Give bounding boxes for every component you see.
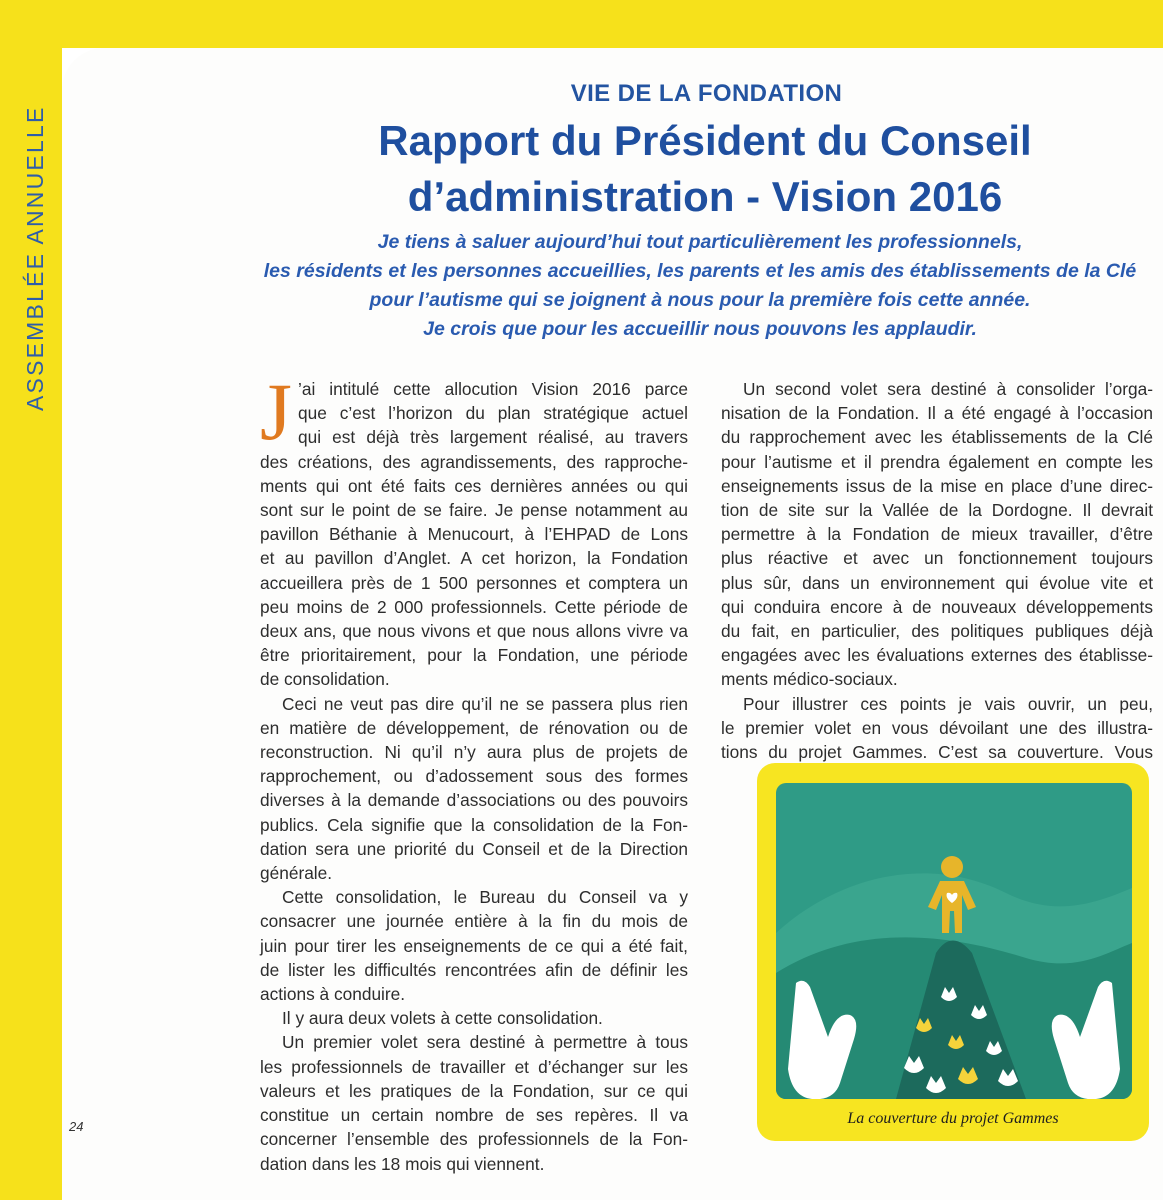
- text-line: les professionnels de travailler et d’échanger sur les: [260, 1056, 688, 1077]
- text-line: actions à conduire.: [260, 984, 406, 1005]
- text-line: être prioritairement, pour la Fondation, une période: [260, 645, 688, 666]
- text-line: Cette consolidation, le Bureau du Conseil va y: [282, 887, 688, 908]
- intro-line: Je tiens à saluer aujourd’hui tout particulièrement les professionnels,: [377, 231, 1023, 253]
- text-line: tions du projet Gammes. C’est sa couverture. Vous: [721, 742, 1153, 763]
- text-line: de lister les difficultés rencontrées afin de définir les: [260, 959, 688, 980]
- article-title: [250, 113, 1160, 225]
- text-line: ments médico-sociaux.: [721, 669, 898, 690]
- gammes-cover-illustration: [776, 783, 1132, 1099]
- text-line: peu moins de 2 000 professionnels. Cette période de: [260, 596, 688, 617]
- first-paragraph: [260, 366, 688, 692]
- text-line: deux ans, que nous vivons et que nous allons vivre va: [260, 621, 688, 642]
- intro-paragraph: [240, 228, 1160, 344]
- text-line: plus sûr, dans un environnement qui évolue vite et: [721, 572, 1153, 593]
- title-line: Rapport du Président du Conseil: [378, 117, 1032, 164]
- text-line: qui est déjà très largement réalisé, au travers: [298, 427, 688, 448]
- text-line: concerner l’ensemble des professionnels de la Fon-: [260, 1129, 688, 1150]
- text-line: Un second volet sera destiné à consolider l’orga-: [743, 379, 1153, 399]
- text-line: Il y aura deux volets à cette consolidation.: [282, 1008, 603, 1029]
- text-line: des créations, des agrandissements, des rapproche-: [260, 451, 688, 472]
- text-line: accueillera près de 1 500 personnes et comptera un: [260, 572, 688, 593]
- text-line: pavillon Béthanie à Menucourt, à l’EHPAD de Lons: [260, 524, 688, 545]
- text-line: tion de site sur la Vallée de la Dordogne. Il devrait: [721, 500, 1153, 521]
- cover-artwork: [776, 783, 1132, 1099]
- text-line: Pour illustrer ces points je vais ouvrir, un peu,: [743, 693, 1153, 714]
- text-line: plus réactive et avec un fonctionnement toujours: [721, 548, 1153, 569]
- intro-line: Je crois que pour les accueillir nous pouvons les applaudir.: [423, 318, 977, 340]
- text-line: constitue un certain nombre de ses repères. Il va: [260, 1105, 688, 1126]
- text-line: juin pour tirer les enseignements de ce qui a été fait,: [260, 935, 688, 956]
- text-line: diverses à la demande d’associations ou des pouvoirs: [260, 790, 688, 811]
- text-line: valeurs et les pratiques de la Fondation, sur ce qui: [260, 1080, 688, 1101]
- left-text-column: [260, 366, 688, 1176]
- text-line: engagées avec les évaluations externes des établisse-: [721, 645, 1153, 666]
- text-line: consacrer une journée entière à la fin du mois de: [260, 911, 688, 932]
- text-line: le premier volet en vous dévoilant une des illustra-: [721, 717, 1153, 738]
- title-line: d’administration - Vision 2016: [407, 173, 1003, 220]
- text-line: du rapprochement avec les établissements de la Clé: [721, 427, 1153, 448]
- text-line: ’ai intitulé cette allocution Vision 2016 parce: [298, 379, 688, 399]
- page-number: 24: [69, 1119, 84, 1134]
- text-line: publics. Cela signifie que la consolidation de la Fon-: [260, 814, 688, 835]
- text-line: Ceci ne veut pas dire qu’il ne se passera plus rien: [282, 693, 688, 714]
- intro-line: les résidents et les personnes accueillies, les parents et les amis des établissements de la Clé: [263, 260, 1137, 282]
- text-line: nisation de la Fondation. Il a été engagé à l’occasion: [721, 403, 1153, 424]
- section-kicker: VIE DE LA FONDATION: [570, 80, 843, 107]
- text-line: générale.: [260, 863, 333, 884]
- text-line: dation dans les 18 mois qui viennent.: [260, 1153, 545, 1174]
- text-line: ments qui ont été faits ces dernières années ou qui: [260, 475, 688, 496]
- text-line: Un premier volet sera destiné à permettre à tous: [282, 1032, 688, 1053]
- figure-frame: [757, 763, 1149, 1141]
- figure-caption: La couverture du projet Gammes: [847, 1110, 1059, 1127]
- text-line: enseignements issus de la mise en place d’une direc-: [721, 475, 1153, 496]
- intro-line: pour l’autisme qui se joignent à nous pour la première fois cette année.: [369, 289, 1031, 311]
- text-line: de consolidation.: [260, 669, 390, 690]
- side-section-label: ASSEMBLÉE ANNUELLE: [22, 105, 48, 411]
- text-line: en matière de développement, de rénovation ou de: [260, 717, 688, 738]
- text-line: rapprochement, ou d’adossement sous des formes: [260, 766, 688, 787]
- text-line: permettre à la Fondation de mieux travailler, d’être: [721, 524, 1153, 545]
- top-yellow-band: [0, 0, 1163, 48]
- text-line: et au pavillon d’Anglet. A cet horizon, la Fondation: [260, 548, 688, 569]
- right-text-column: [721, 377, 1153, 764]
- text-line: reconstruction. Ni qu’il n’y aura plus de projets de: [260, 742, 688, 763]
- text-line: que c’est l’horizon du plan stratégique actuel: [298, 403, 688, 424]
- text-line: sont sur le point de se faire. Je pense notamment au: [260, 500, 688, 521]
- text-line: du fait, en particulier, des politiques publiques déjà: [721, 621, 1153, 642]
- drop-cap: J: [260, 366, 292, 457]
- text-line: qui conduira encore à de nouveaux développements: [721, 596, 1153, 617]
- text-line: pour l’autisme et il prendra également en compte les: [721, 451, 1153, 472]
- text-line: dation sera une priorité du Conseil et de la Direction: [260, 838, 688, 859]
